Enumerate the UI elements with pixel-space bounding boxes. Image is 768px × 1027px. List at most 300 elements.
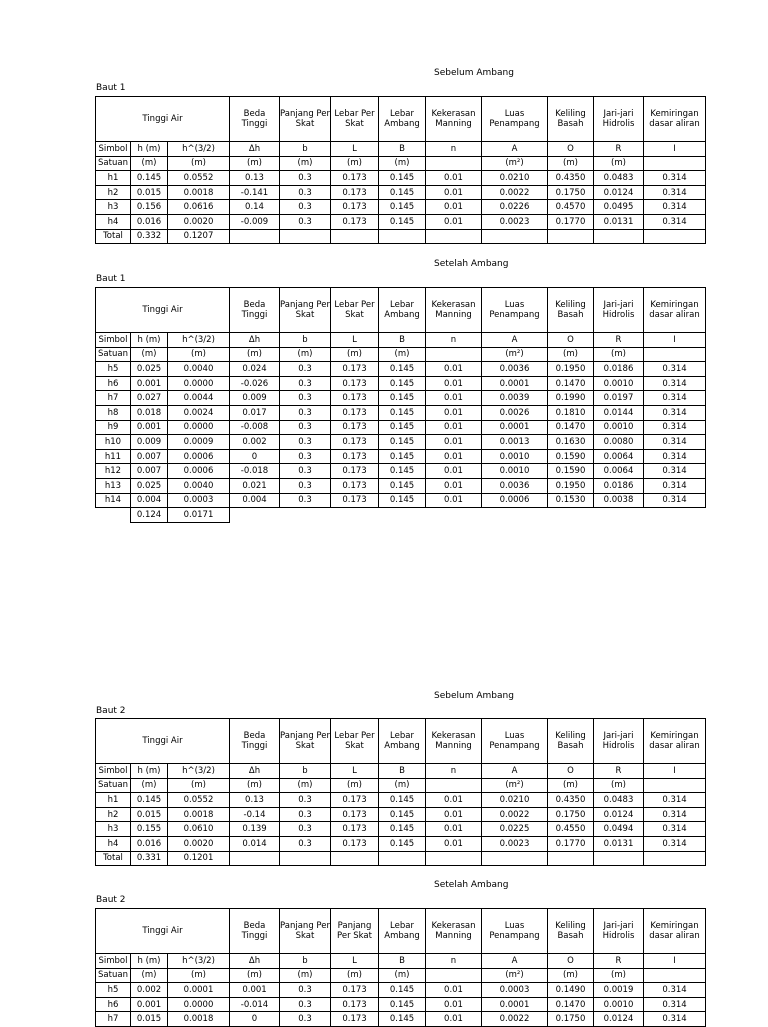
table-cell: 0.002 (131, 983, 168, 998)
symbol-cell: h^(3/2) (168, 333, 230, 348)
table-row (96, 1012, 706, 1027)
column-header: Keliling Basah (548, 909, 594, 954)
table-cell: 0.0026 (482, 405, 548, 420)
table-cell: -0.141 (230, 185, 280, 200)
table-cell: h5 (96, 983, 131, 998)
table-cell: 0.314 (644, 420, 706, 435)
table-cell: 0.173 (331, 1012, 379, 1027)
table-row (96, 983, 706, 998)
table-cell: 0.145 (379, 171, 426, 186)
table-cell: 0.014 (230, 836, 280, 851)
empty-cell (230, 851, 280, 866)
table-cell: 0.0001 (482, 997, 548, 1012)
empty-cell (644, 851, 706, 866)
table-title: Sebelum Ambang (434, 691, 514, 701)
header-tinggi-air: Tinggi Air (96, 97, 230, 142)
unit-cell: Satuan (96, 778, 131, 793)
table-cell: 0.0552 (168, 171, 230, 186)
table-cell: 0.009 (230, 391, 280, 406)
table-cell: h8 (96, 405, 131, 420)
symbol-cell: O (548, 333, 594, 348)
column-header: Kekerasan Manning (426, 288, 482, 333)
table-cell: 0.0022 (482, 1012, 548, 1027)
column-header: Kekerasan Manning (426, 719, 482, 764)
unit-cell (644, 156, 706, 171)
table-cell: 0.025 (131, 362, 168, 377)
unit-cell: (m) (379, 347, 426, 362)
column-header: Lebar Per Skat (331, 97, 379, 142)
table-title: Setelah Ambang (434, 880, 509, 890)
table-cell: 0.01 (426, 478, 482, 493)
empty-cell (379, 229, 426, 244)
unit-cell: (m) (131, 156, 168, 171)
table-cell: 0.173 (331, 376, 379, 391)
table-cell: 0.314 (644, 435, 706, 450)
table-cell: 0.1750 (548, 1012, 594, 1027)
table-cell: -0.009 (230, 214, 280, 229)
unit-cell: (m) (379, 156, 426, 171)
table-cell: 0.0225 (482, 822, 548, 837)
total-row (96, 508, 706, 523)
table-cell: 0.3 (280, 405, 331, 420)
column-header: Kemiringan dasar aliran (644, 97, 706, 142)
table-cell: 0.145 (379, 391, 426, 406)
table-cell: 0.004 (230, 493, 280, 508)
table-cell: 0.145 (379, 449, 426, 464)
table-cell: 0.01 (426, 793, 482, 808)
table-cell: 0.018 (131, 405, 168, 420)
column-header: Kemiringan dasar aliran (644, 909, 706, 954)
symbol-cell: A (482, 142, 548, 157)
unit-cell: (m) (548, 968, 594, 983)
unit-cell: (m) (230, 778, 280, 793)
table-cell: 0.0001 (482, 376, 548, 391)
table-cell: 0.0023 (482, 836, 548, 851)
table-row (96, 185, 706, 200)
table-cell: 0.173 (331, 420, 379, 435)
unit-cell: (m²) (482, 347, 548, 362)
table-cell: 0.3 (280, 171, 331, 186)
table-cell: 0.13 (230, 793, 280, 808)
column-header: Beda Tinggi (230, 288, 280, 333)
unit-cell: (m) (230, 156, 280, 171)
total-cell: 0.331 (131, 851, 168, 866)
table-cell: 0.173 (331, 171, 379, 186)
table-cell: 0.007 (131, 449, 168, 464)
symbol-row (96, 764, 706, 779)
table-cell: 0.145 (379, 420, 426, 435)
table-cell: 0.1750 (548, 807, 594, 822)
table-cell: 0.3 (280, 362, 331, 377)
symbol-cell: O (548, 764, 594, 779)
empty-cell (594, 851, 644, 866)
table-cell: 0.1530 (548, 493, 594, 508)
table-cell: 0.0040 (168, 362, 230, 377)
unit-cell: Satuan (96, 156, 131, 171)
table-row (96, 836, 706, 851)
unit-cell: (m) (331, 778, 379, 793)
unit-row (96, 347, 706, 362)
table-cell: 0.145 (379, 405, 426, 420)
total-row (96, 229, 706, 244)
table-cell: h9 (96, 420, 131, 435)
table-cell: 0.145 (131, 793, 168, 808)
table-cell: 0.139 (230, 822, 280, 837)
table-cell: 0.016 (131, 836, 168, 851)
table-cell: 0.1770 (548, 214, 594, 229)
column-header: Lebar Per Skat (331, 719, 379, 764)
table-cell: 0.314 (644, 1012, 706, 1027)
unit-cell: (m) (230, 968, 280, 983)
table-row (96, 464, 706, 479)
table-cell: 0.01 (426, 435, 482, 450)
table-cell: 0.021 (230, 478, 280, 493)
table-cell: 0.0003 (168, 493, 230, 508)
table-cell: 0.173 (331, 185, 379, 200)
symbol-cell: Δh (230, 333, 280, 348)
column-header: Lebar Ambang (379, 909, 426, 954)
table-cell: 0.314 (644, 362, 706, 377)
table-cell: 0.0124 (594, 807, 644, 822)
table-cell: 0.173 (331, 435, 379, 450)
table-cell: 0.0210 (482, 793, 548, 808)
column-header: Lebar Per Skat (331, 288, 379, 333)
unit-cell: (m) (548, 156, 594, 171)
table-cell: 0.3 (280, 793, 331, 808)
table-cell: 0.173 (331, 493, 379, 508)
group-label: Baut 1 (96, 83, 126, 93)
symbol-cell: B (379, 142, 426, 157)
symbol-cell: R (594, 954, 644, 969)
table-cell: 0.1990 (548, 391, 594, 406)
total-cell: 0.1207 (168, 229, 230, 244)
column-header: Luas Penampang (482, 97, 548, 142)
symbol-cell: Simbol (96, 954, 131, 969)
table-cell: 0.0210 (482, 171, 548, 186)
table-cell: 0.314 (644, 493, 706, 508)
table-cell: 0.314 (644, 807, 706, 822)
symbol-cell: h (m) (131, 333, 168, 348)
table-cell: 0.0494 (594, 822, 644, 837)
symbol-cell: n (426, 333, 482, 348)
column-header: Kemiringan dasar aliran (644, 288, 706, 333)
table-cell: 0.0022 (482, 807, 548, 822)
symbol-cell: h (m) (131, 764, 168, 779)
column-header: Beda Tinggi (230, 909, 280, 954)
table-cell: 0.015 (131, 807, 168, 822)
unit-cell: (m) (594, 347, 644, 362)
empty-cell (280, 851, 331, 866)
table-cell: h6 (96, 997, 131, 1012)
unit-cell: Satuan (96, 347, 131, 362)
total-cell: Total (96, 229, 131, 244)
table-cell: 0.0036 (482, 478, 548, 493)
table-cell: 0.0131 (594, 836, 644, 851)
table-cell: 0.017 (230, 405, 280, 420)
data-table (95, 287, 706, 523)
column-header: Luas Penampang (482, 909, 548, 954)
table-cell: 0.1470 (548, 420, 594, 435)
table-cell: 0.0009 (168, 435, 230, 450)
symbol-cell: h^(3/2) (168, 142, 230, 157)
symbol-cell: b (280, 954, 331, 969)
table-cell: h10 (96, 435, 131, 450)
table-cell: 0.3 (280, 493, 331, 508)
symbol-cell: Simbol (96, 333, 131, 348)
unit-cell: (m) (280, 968, 331, 983)
table-cell: 0.173 (331, 836, 379, 851)
table-cell: 0.0064 (594, 464, 644, 479)
table-cell: 0.0001 (168, 983, 230, 998)
table-row (96, 807, 706, 822)
column-header: Luas Penampang (482, 288, 548, 333)
column-header: Panjang Per Skat (280, 909, 331, 954)
table-cell: 0.0483 (594, 171, 644, 186)
table-cell: 0.145 (379, 478, 426, 493)
table-cell: 0.145 (379, 362, 426, 377)
table-cell: h4 (96, 214, 131, 229)
symbol-cell: Δh (230, 764, 280, 779)
table-cell: 0.0001 (482, 420, 548, 435)
table-row (96, 449, 706, 464)
symbol-cell: I (644, 142, 706, 157)
table-cell: 0.01 (426, 1012, 482, 1027)
symbol-cell: Simbol (96, 764, 131, 779)
table-cell: 0 (230, 1012, 280, 1027)
table-cell: 0.4350 (548, 171, 594, 186)
table-cell: -0.014 (230, 997, 280, 1012)
table-cell: 0.01 (426, 420, 482, 435)
unit-cell: (m²) (482, 156, 548, 171)
table-cell: 0.0010 (482, 464, 548, 479)
table-cell: -0.008 (230, 420, 280, 435)
empty-cell (482, 229, 548, 244)
column-header: Beda Tinggi (230, 719, 280, 764)
table-cell: 0.0000 (168, 376, 230, 391)
data-table (95, 908, 706, 1027)
symbol-cell: n (426, 764, 482, 779)
table-cell: 0.0010 (482, 449, 548, 464)
symbol-cell: b (280, 764, 331, 779)
table-cell: 0.13 (230, 171, 280, 186)
table-cell: 0.01 (426, 464, 482, 479)
table-cell: 0.0010 (594, 376, 644, 391)
unit-cell: (m) (280, 156, 331, 171)
table-cell: 0.024 (230, 362, 280, 377)
symbol-cell: h^(3/2) (168, 764, 230, 779)
symbol-cell: A (482, 764, 548, 779)
total-cell: 0.124 (131, 508, 168, 523)
table-cell: 0.0124 (594, 185, 644, 200)
table-cell: h12 (96, 464, 131, 479)
table-cell: 0.314 (644, 391, 706, 406)
table-cell: 0.3 (280, 376, 331, 391)
total-cell: 0.332 (131, 229, 168, 244)
table-cell: 0.01 (426, 449, 482, 464)
table-cell: 0.145 (379, 464, 426, 479)
table-cell: 0.145 (379, 822, 426, 837)
table-cell: 0.0186 (594, 362, 644, 377)
table-cell: 0.002 (230, 435, 280, 450)
empty-cell (331, 851, 379, 866)
header-tinggi-air: Tinggi Air (96, 719, 230, 764)
table-cell: 0.3 (280, 822, 331, 837)
table-cell: 0.015 (131, 1012, 168, 1027)
table-cell: 0.1490 (548, 983, 594, 998)
table-cell: 0.3 (280, 185, 331, 200)
table-cell: 0.0024 (168, 405, 230, 420)
table-cell: 0.145 (379, 214, 426, 229)
table-cell: 0.01 (426, 807, 482, 822)
column-header: Kekerasan Manning (426, 97, 482, 142)
table-cell: 0.3 (280, 807, 331, 822)
unit-cell: (m) (168, 968, 230, 983)
table-row (96, 200, 706, 215)
table-cell: 0.015 (131, 185, 168, 200)
unit-cell (426, 347, 482, 362)
table-cell: 0.001 (131, 376, 168, 391)
table-cell: 0.156 (131, 200, 168, 215)
table-cell: 0.001 (230, 983, 280, 998)
empty-cell (379, 851, 426, 866)
symbol-cell: L (331, 333, 379, 348)
empty-cell (548, 229, 594, 244)
table-cell: 0.173 (331, 200, 379, 215)
total-cell: Total (96, 851, 131, 866)
table-cell: 0.0495 (594, 200, 644, 215)
symbol-cell: n (426, 954, 482, 969)
symbol-cell: B (379, 954, 426, 969)
table-cell: 0.145 (379, 997, 426, 1012)
table-cell: 0.3 (280, 435, 331, 450)
column-header: Panjang Per Skat (280, 288, 331, 333)
table-cell: 0.1770 (548, 836, 594, 851)
table-cell: 0.01 (426, 200, 482, 215)
table-cell: h2 (96, 807, 131, 822)
unit-row (96, 156, 706, 171)
table-cell: -0.026 (230, 376, 280, 391)
symbol-row (96, 333, 706, 348)
unit-cell: (m) (379, 778, 426, 793)
table-cell: 0.3 (280, 836, 331, 851)
total-cell: 0.1201 (168, 851, 230, 866)
unit-cell: (m) (594, 156, 644, 171)
group-label: Baut 2 (96, 895, 126, 905)
table-cell: 0.025 (131, 478, 168, 493)
empty-cell (548, 851, 594, 866)
table-cell: 0.314 (644, 376, 706, 391)
table-cell: 0.3 (280, 464, 331, 479)
unit-row (96, 778, 706, 793)
table-cell: 0.173 (331, 478, 379, 493)
table-cell: 0.3 (280, 391, 331, 406)
table-cell: 0.0131 (594, 214, 644, 229)
unit-row (96, 968, 706, 983)
symbol-cell: I (644, 954, 706, 969)
table-row (96, 493, 706, 508)
table-cell: 0.314 (644, 171, 706, 186)
table-cell: 0.14 (230, 200, 280, 215)
table-cell: 0.145 (379, 200, 426, 215)
table-cell: 0.145 (379, 983, 426, 998)
table-cell: 0.145 (131, 171, 168, 186)
table-cell: 0.0003 (482, 983, 548, 998)
unit-cell: (m) (594, 778, 644, 793)
table-cell: 0.173 (331, 214, 379, 229)
unit-cell (426, 156, 482, 171)
table-cell: 0.01 (426, 171, 482, 186)
header-row (96, 909, 706, 954)
table-cell: 0.0022 (482, 185, 548, 200)
table-cell: 0.1750 (548, 185, 594, 200)
unit-cell (644, 347, 706, 362)
unit-cell: (m) (168, 156, 230, 171)
unit-cell: (m²) (482, 778, 548, 793)
table-row (96, 435, 706, 450)
table-row (96, 793, 706, 808)
table-cell: 0.314 (644, 793, 706, 808)
table-cell: 0.001 (131, 420, 168, 435)
unit-cell: (m) (331, 347, 379, 362)
table-cell: 0.145 (379, 1012, 426, 1027)
empty-cell (230, 229, 280, 244)
table-cell: 0.1630 (548, 435, 594, 450)
unit-cell: (m) (280, 347, 331, 362)
unit-cell: (m) (168, 347, 230, 362)
table-cell: 0.314 (644, 836, 706, 851)
table-cell: 0.173 (331, 983, 379, 998)
table-cell: 0.0000 (168, 420, 230, 435)
table-cell: 0.0013 (482, 435, 548, 450)
table-cell: -0.018 (230, 464, 280, 479)
table-cell: h1 (96, 171, 131, 186)
column-header: Kekerasan Manning (426, 909, 482, 954)
table-cell: 0.01 (426, 405, 482, 420)
table-row (96, 376, 706, 391)
symbol-cell: L (331, 954, 379, 969)
table-cell: 0.145 (379, 376, 426, 391)
column-header: Keliling Basah (548, 288, 594, 333)
column-header: Luas Penampang (482, 719, 548, 764)
table-row (96, 362, 706, 377)
table-cell: 0.0006 (482, 493, 548, 508)
table-cell: 0.145 (379, 836, 426, 851)
table-cell: 0.4550 (548, 822, 594, 837)
group-label: Baut 2 (96, 706, 126, 716)
table-cell: 0.3 (280, 478, 331, 493)
symbol-cell: A (482, 333, 548, 348)
table-cell: 0.01 (426, 822, 482, 837)
table-cell: 0.01 (426, 214, 482, 229)
symbol-cell: Δh (230, 142, 280, 157)
table-cell: 0.145 (379, 493, 426, 508)
table-cell: 0.173 (331, 362, 379, 377)
table-cell: 0.3 (280, 200, 331, 215)
table-cell: 0.0616 (168, 200, 230, 215)
table-cell: 0.0023 (482, 214, 548, 229)
table-cell: 0.1590 (548, 464, 594, 479)
table-cell: 0.314 (644, 185, 706, 200)
table-row (96, 478, 706, 493)
table-cell: 0.173 (331, 793, 379, 808)
unit-cell: Satuan (96, 968, 131, 983)
table-cell: 0.173 (331, 449, 379, 464)
symbol-cell: I (644, 333, 706, 348)
symbol-cell: h^(3/2) (168, 954, 230, 969)
table-row (96, 420, 706, 435)
column-header: Jari-jari Hidrolis (594, 909, 644, 954)
symbol-cell: O (548, 142, 594, 157)
